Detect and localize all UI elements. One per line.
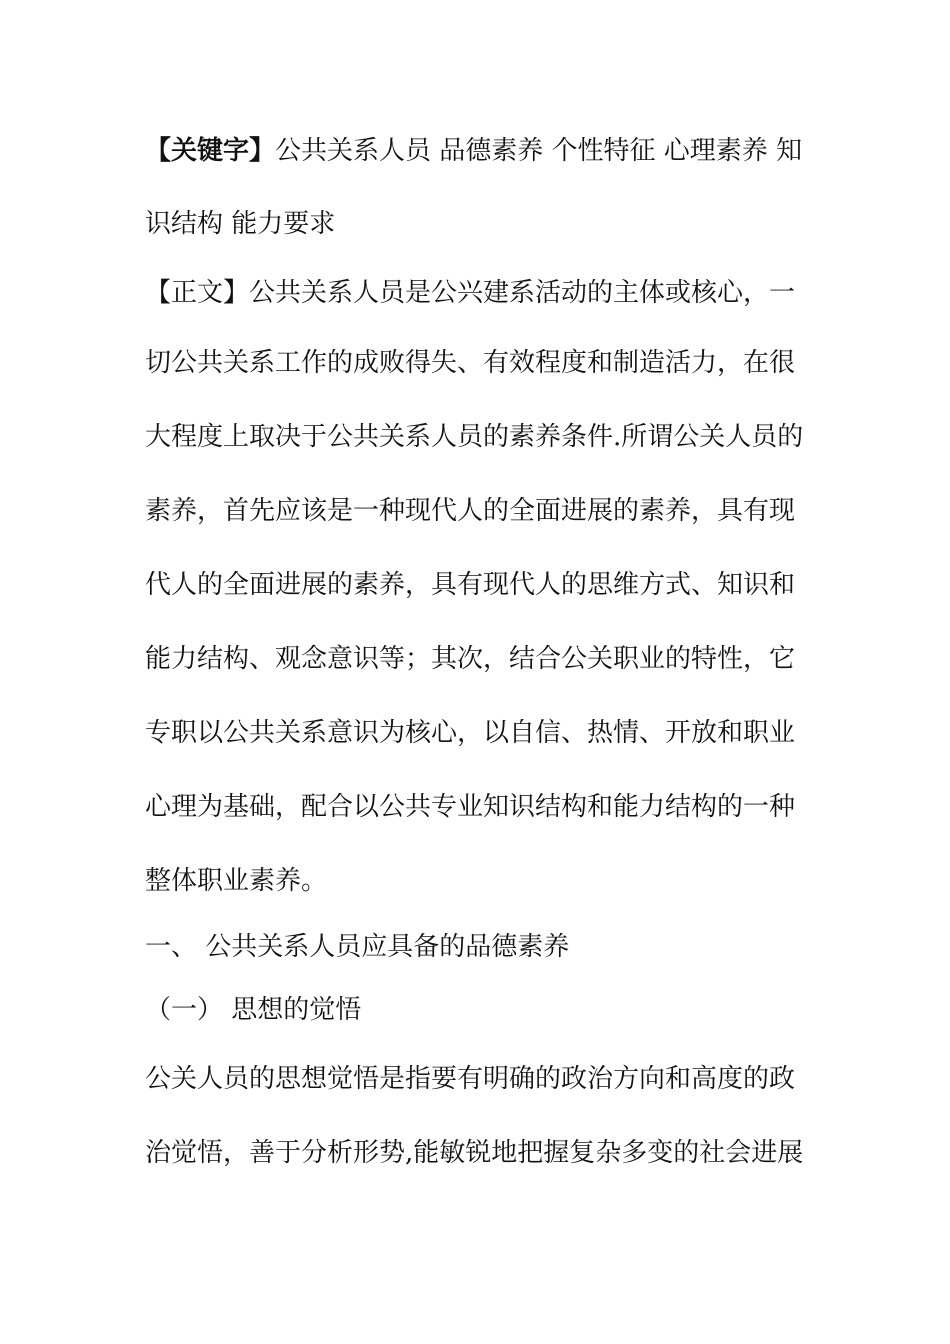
section-body-line-2: 治觉悟，善于分析形势,能敏锐地把握复杂多变的社会进展 — [145, 1138, 804, 1168]
body-line-2: 切公共关系工作的成败得失、有效程度和制造活力，在很 — [145, 348, 796, 378]
section-subheading: （一） 思想的觉悟 — [145, 995, 362, 1025]
body-line-5: 代人的全面进展的素养，具有现代人的思维方式、知识和 — [145, 570, 796, 600]
keywords-text: 公共关系人员 品德素养 个性特征 心理素养 知 — [275, 136, 803, 166]
keywords-label: 【关键字】 — [145, 136, 276, 166]
body-line-8: 心理为基础，配合以公共专业知识结构和能力结构的一种 — [145, 792, 796, 822]
section-body-line-1: 公关人员的思想觉悟是指要有明确的政治方向和高度的政 — [145, 1064, 796, 1094]
body-line-3: 大程度上取决于公共关系人员的素养条件.所谓公关人员的 — [145, 422, 804, 452]
section-heading: 一、 公共关系人员应具备的品德素养 — [145, 932, 570, 962]
keywords-line-1 — [145, 134, 810, 168]
body-line-7: 专职以公共关系意识为核心，以自信、热情、开放和职业 — [145, 718, 796, 748]
body-line-9: 整体职业素养。 — [145, 866, 328, 896]
body-line-6: 能力结构、观念意识等；其次，结合公关职业的特性，它 — [145, 644, 796, 674]
body-line-4: 素养，首先应该是一种现代人的全面进展的素养，具有现 — [145, 496, 796, 526]
keywords-line-2: 识结构 能力要求 — [145, 209, 336, 239]
body-line-1: 【正文】公共关系人员是公兴建系活动的主体或核心，一 — [145, 278, 796, 308]
